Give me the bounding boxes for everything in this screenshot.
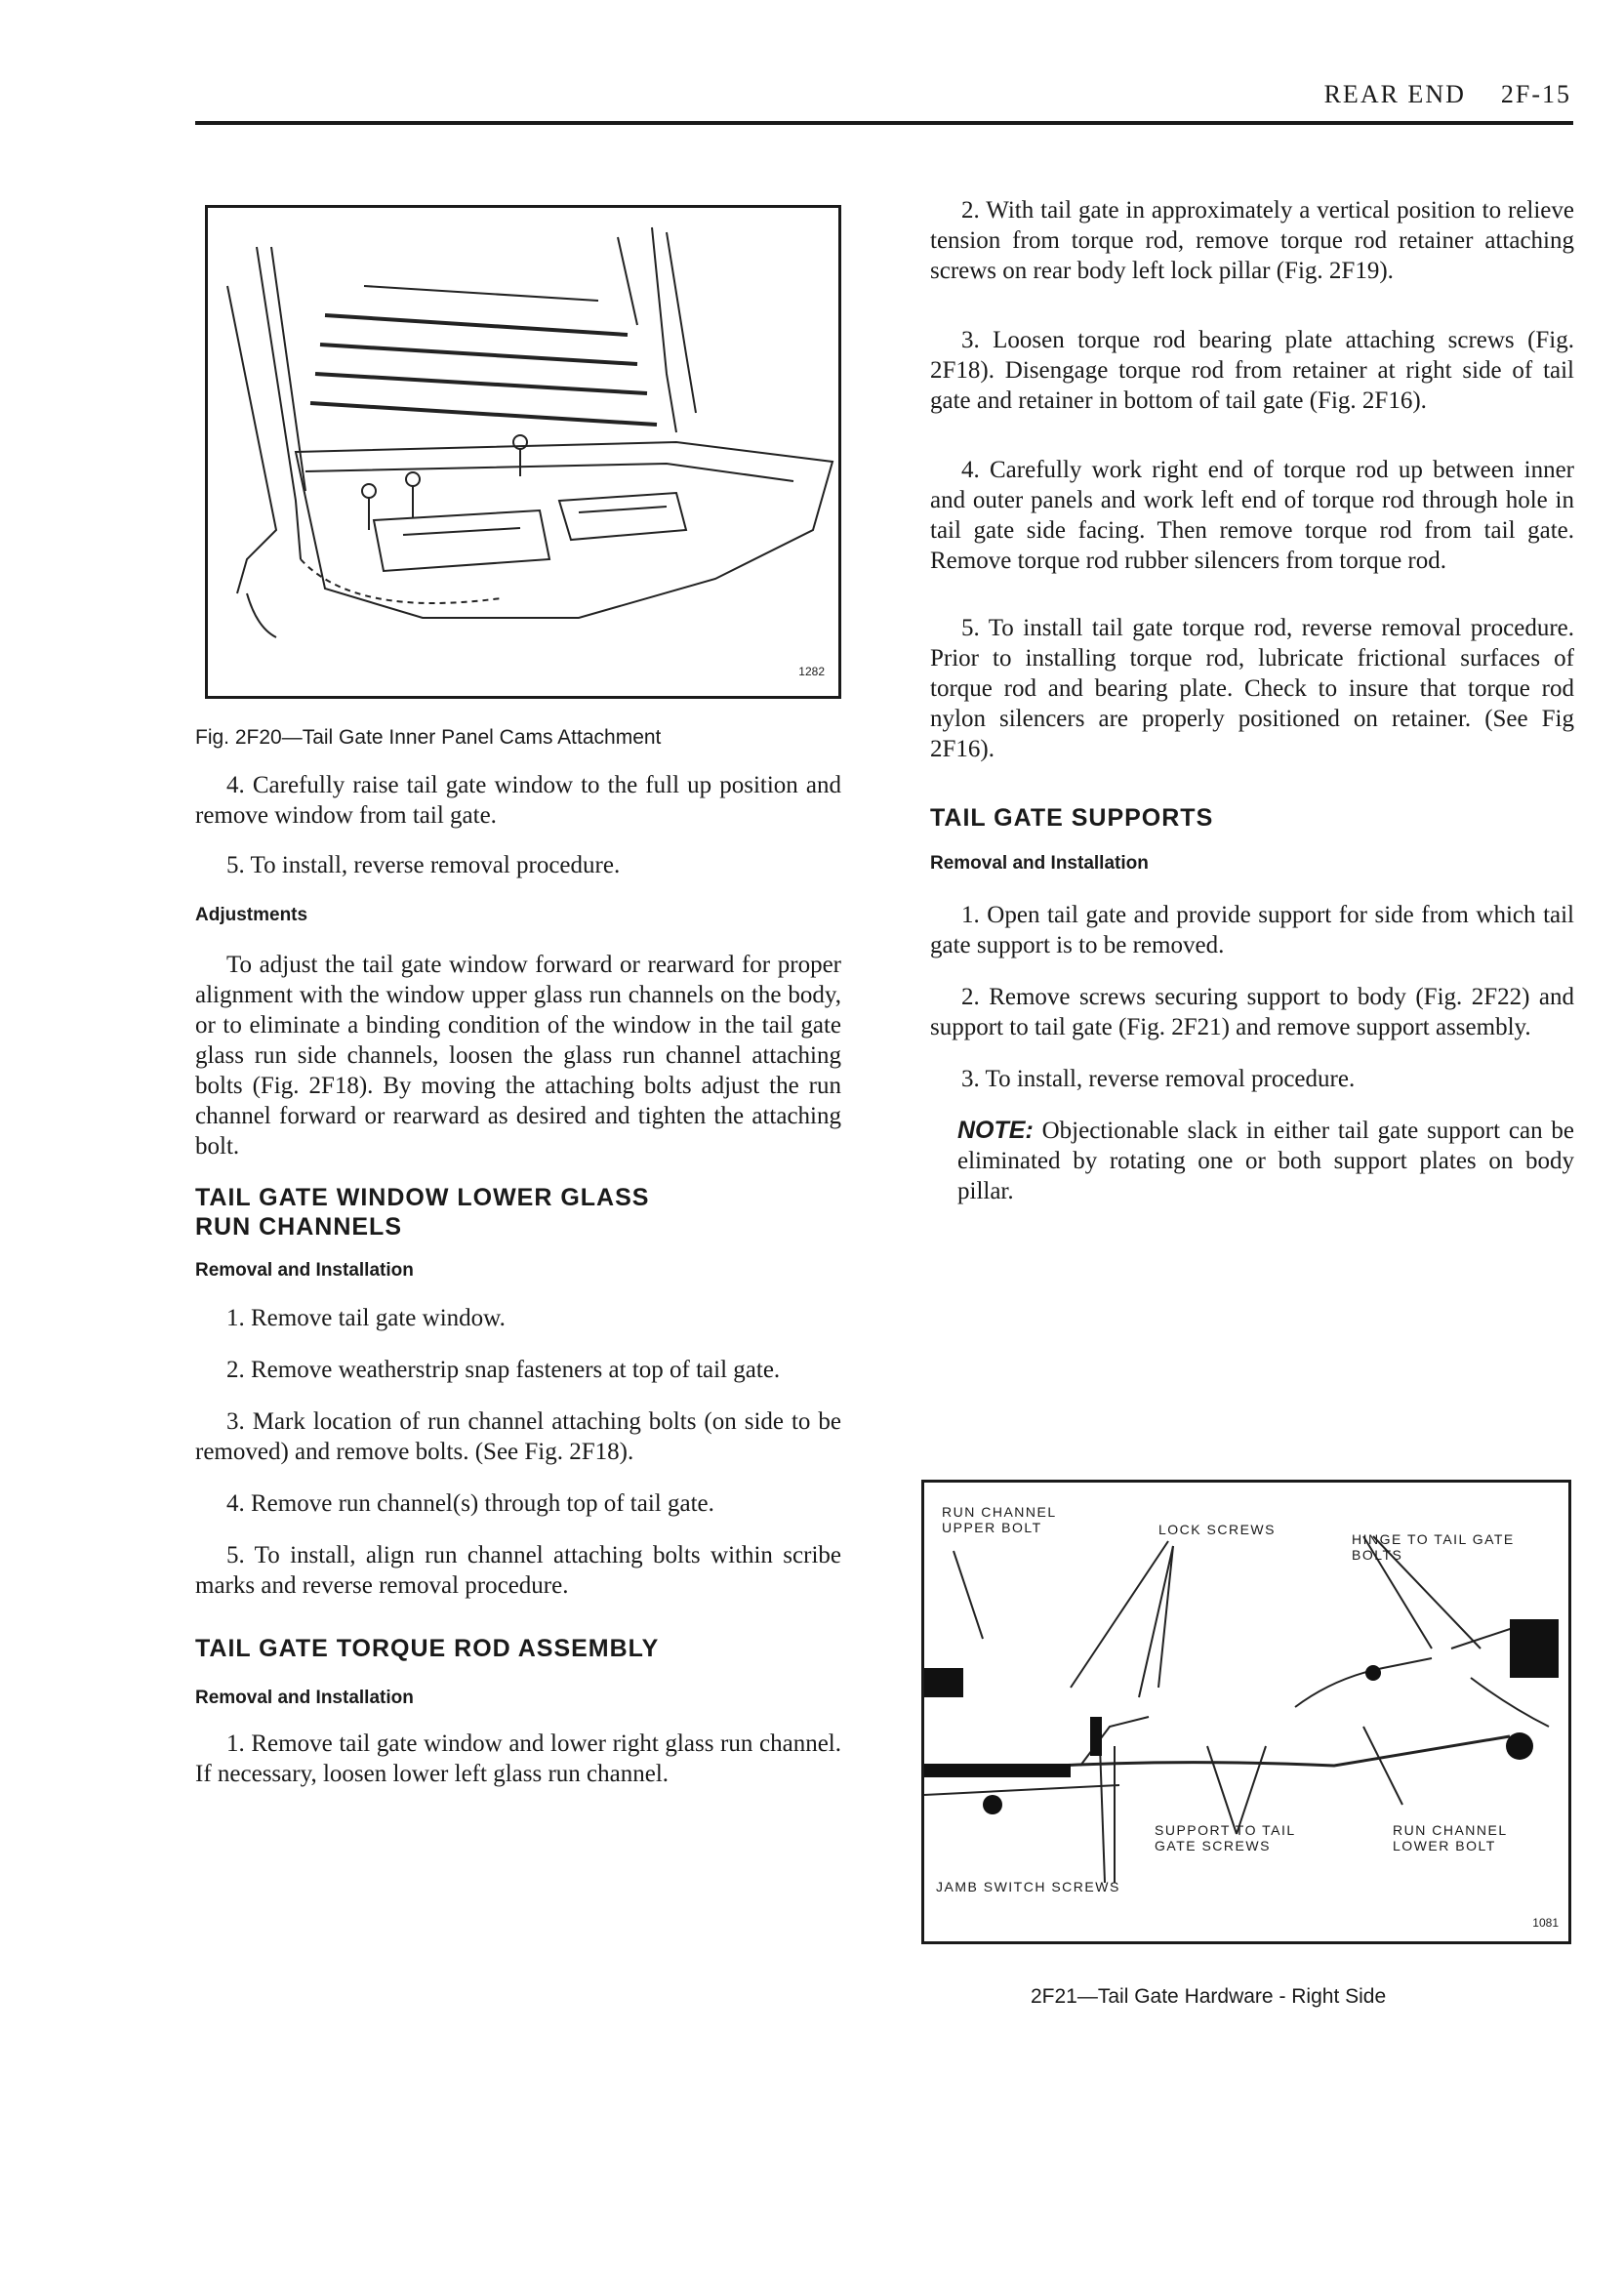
torque-rod-step-1: 1. Remove tail gate window and lower right glass run channel. If necessary, loosen lower left glass run channel. [195,1730,841,1787]
run-channel-step-2: 2. Remove weatherstrip snap fasteners at top of tail gate. [226,1357,781,1383]
figure-number: 1081 [1532,1916,1559,1930]
supports-step-2: 2. Remove screws securing support to body (Fig. 2F22) and support to tail gate (Fig. 2F21) and remove support assembly. [930,984,1574,1040]
label-run-channel-upper-bolt: RUN CHANNEL UPPER BOLT [942,1504,1057,1535]
tail-gate-inner-panel-illustration [208,208,838,696]
left-column [195,722,841,1789]
torque-rod-subheading: Removal and Installation [195,1688,414,1708]
figure-2f21-caption: 2F21—Tail Gate Hardware - Right Side [1031,1985,1387,2008]
torque-rod-heading: TAIL GATE TORQUE ROD ASSEMBLY [195,1635,660,1662]
figure-number: 1282 [798,665,825,678]
torque-rod-step-2: 2. With tail gate in approximately a vertical position to relieve tension from torque rod, remove torque rod retainer attaching screws on rear body left lock pillar (Fig. 2F19). [930,197,1574,284]
torque-rod-step-4: 4. Carefully work right end of torque rod up between inner and outer panels and work left end of torque rod through hole in tail gate side facing. Then remove torque rod from tail gate. Remove torque rod rubber silencers from torque rod. [930,457,1574,574]
run-channel-step-4: 4. Remove run channel(s) through top of tail gate. [226,1490,714,1517]
supports-heading: TAIL GATE SUPPORTS [930,804,1214,832]
step-5-window: 5. To install, reverse removal procedure. [226,852,621,878]
label-hinge-bolts: HINGE TO TAIL GATE BOLTS [1352,1531,1515,1563]
run-channels-heading: TAIL GATE WINDOW LOWER GLASS RUN CHANNELS [195,1184,650,1241]
page-number: 2F-15 [1500,80,1571,108]
step-4-window: 4. Carefully raise tail gate window to the full up position and remove window from tail gate. [195,772,841,829]
page-header [1324,80,1571,109]
figure-2f21 [921,1480,1571,1944]
right-column [930,195,1574,1206]
label-support-screws: SUPPORT TO TAIL GATE SCREWS [1155,1822,1296,1853]
torque-rod-step-5: 5. To install tail gate torque rod, reverse removal procedure. Prior to installing torque rod, lubricate frictional surfaces of torque rod and bearing plate. Check to insure that torque rod nylon silencers are properly positioned on retainer. (See Fig 2F16). [930,615,1574,762]
label-lock-screws: LOCK SCREWS [1158,1522,1276,1537]
supports-step-1: 1. Open tail gate and provide support for side from which tail gate support is to be removed. [930,902,1574,958]
note-text: Objectionable slack in either tail gate support can be eliminated by rotating one or both support plates on body pillar. [957,1118,1574,1204]
adjustments-text: To adjust the tail gate window forward or rearward for proper alignment with the window upper glass run channels on the body, or to eliminate a binding condition of the window in the tail gate glass run side channels, loosen the glass run channel attaching bolts (Fig. 2F18). By moving the attaching bolts adjust the run channel forward or rearward as desired and tighten the attaching bolt. [195,952,841,1160]
header-rule [195,121,1573,125]
adjustments-heading: Adjustments [195,905,308,925]
label-jamb-switch-screws: JAMB SWITCH SCREWS [936,1879,1120,1894]
torque-rod-step-3: 3. Loosen torque rod bearing plate attaching screws (Fig. 2F18). Disengage torque rod from retainer at right side of tail gate and retainer in bottom of tail gate (Fig. 2F16). [930,327,1574,414]
note-label: NOTE: [957,1117,1034,1144]
run-channel-step-3: 3. Mark location of run channel attaching bolts (on side to be removed) and remove bolts. (See Fig. 2F18). [195,1408,841,1465]
run-channel-step-5: 5. To install, align run channel attaching bolts within scribe marks and reverse removal procedure. [195,1542,841,1599]
run-channel-step-1: 1. Remove tail gate window. [226,1305,506,1331]
label-run-channel-lower-bolt: RUN CHANNEL LOWER BOLT [1393,1822,1508,1853]
figure-2f20-caption: Fig. 2F20—Tail Gate Inner Panel Cams Attachment [195,726,662,749]
run-channels-subheading: Removal and Installation [195,1260,414,1281]
supports-subheading: Removal and Installation [930,853,1149,874]
supports-note [930,1116,1574,1206]
supports-step-3: 3. To install, reverse removal procedure. [961,1066,1356,1092]
section-title: REAR END [1323,80,1466,108]
figure-2f20 [205,205,841,699]
